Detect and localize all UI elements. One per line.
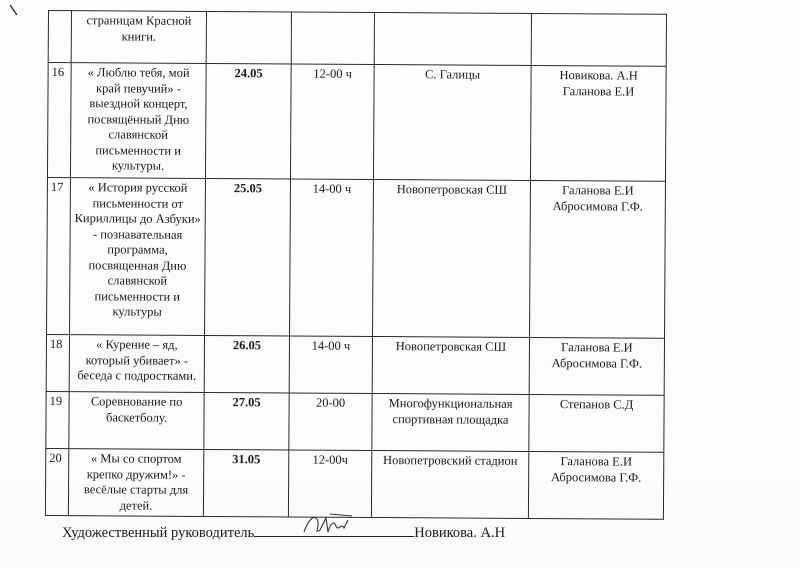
table-row — [48, 11, 666, 67]
date-cell: 27.05 — [204, 392, 289, 450]
event-cell: Соревнование по баскетболу. — [69, 392, 204, 450]
responsible-cell: Степанов С.Д — [529, 394, 664, 452]
place-cell: Новопетровский стадион — [371, 450, 528, 518]
time-cell: 14-00 ч — [289, 336, 372, 394]
event-cell: « Люблю тебя, мой край певучий» - выездной концерт, посвящённый Дню славянской письменности и культуры. — [70, 63, 206, 179]
corner-mark-icon — [0, 0, 40, 40]
signature-footer — [62, 524, 505, 542]
handwritten-signature-icon — [300, 510, 360, 540]
place-cell — [374, 12, 531, 65]
row-number: 19 — [46, 391, 69, 448]
row-number: 20 — [45, 448, 68, 515]
date-cell — [206, 11, 291, 64]
date-cell: 31.05 — [203, 449, 288, 517]
time-cell: 12-00 ч — [290, 64, 374, 180]
table-row — [45, 448, 663, 519]
table-row — [47, 63, 666, 182]
row-number — [48, 11, 71, 63]
table-row — [46, 391, 664, 452]
place-cell: Новопетровская СШ — [373, 179, 531, 337]
responsible-cell: Галанова Е.И Абросимова Г.Ф. — [528, 451, 663, 519]
event-cell: « Мы со спортом крепко дружим!» - весёлые старты для детей. — [68, 449, 203, 517]
responsible-cell: Новикова. А.Н Галанова Е.И — [530, 65, 666, 181]
time-cell: 20-00 — [289, 393, 372, 451]
place-cell: С. Галицы — [373, 64, 531, 180]
place-cell: Многофункциональная спортивная площадка — [372, 393, 529, 451]
event-cell: « Курение – яд, который убивает» - беседа с подростками. — [69, 335, 204, 393]
date-cell: 25.05 — [205, 178, 291, 336]
place-cell: Новопетровская СШ — [372, 336, 529, 394]
signature-line — [254, 524, 414, 537]
row-number: 17 — [47, 177, 71, 334]
date-cell: 26.05 — [204, 335, 289, 393]
responsible-cell: Галанова Е.И Абросимова Г.Ф. — [529, 337, 664, 395]
table-row — [46, 334, 664, 395]
time-cell — [291, 12, 374, 65]
schedule-table — [45, 10, 667, 520]
responsible-cell: Галанова Е.И Абросимова Г.Ф. — [530, 180, 666, 338]
responsible-cell — [531, 13, 666, 66]
event-cell: « История русской письменности от Кириллицы до Азбуки» - познавательная программа, посвященная Дню славянской письменности и культуры — [70, 178, 206, 336]
date-cell: 24.05 — [205, 63, 291, 179]
row-number: 18 — [46, 334, 69, 391]
event-cell: страницам Красной книги. — [71, 11, 206, 64]
table-row — [47, 177, 666, 338]
signer-name: Новикова. А.Н — [414, 525, 506, 541]
time-cell: 12-00ч — [288, 450, 371, 518]
row-number: 16 — [47, 63, 71, 178]
signer-role: Художественный руководитель — [62, 525, 255, 541]
time-cell: 14-00 ч — [290, 179, 374, 337]
